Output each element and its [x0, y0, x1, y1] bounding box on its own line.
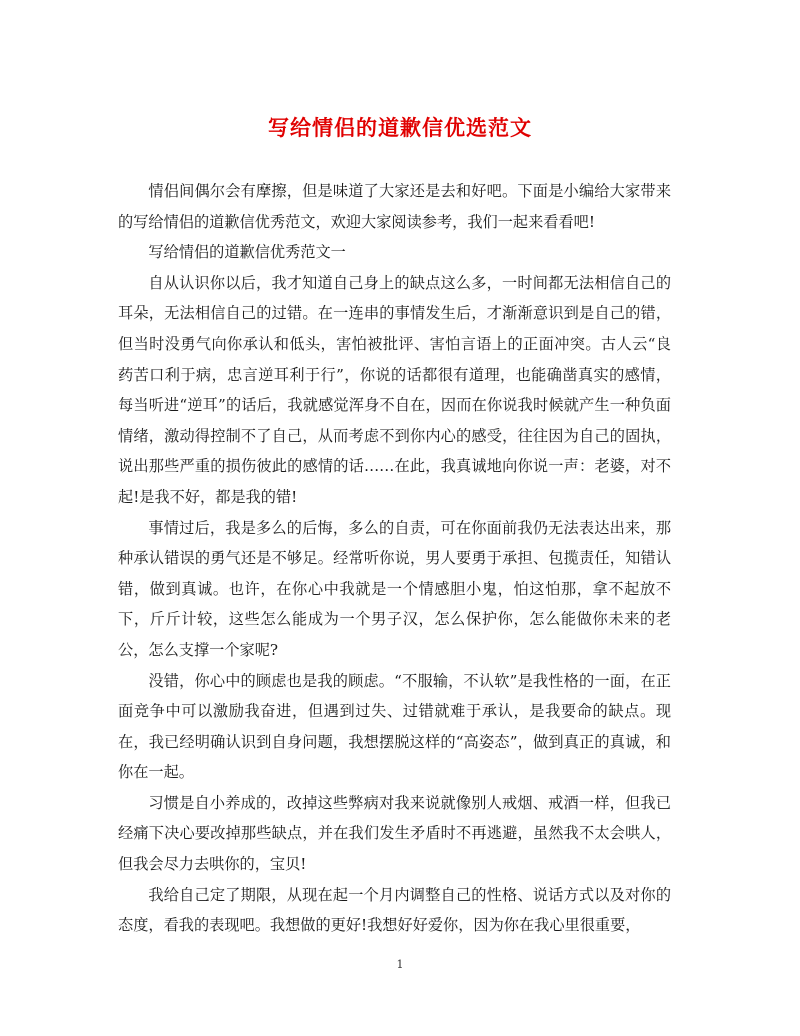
document-body [118, 176, 671, 941]
paragraph-intro: 情侣间偶尔会有摩擦，但是味道了大家还是去和好吧。下面是小编给大家带来的写给情侣的道歉信优秀范文，欢迎大家阅读参考，我们一起来看看吧! [118, 182, 671, 231]
section-heading: 写给情侣的道歉信优秀范文一 [148, 243, 346, 262]
paragraph: 自从认识你以后，我才知道自己身上的缺点这么多，一时间都无法相信自己的耳朵，无法相信自己的过错。在一连串的事情发生后，才渐渐意识到是自己的错，但当时没勇气向你承认和低头，害怕被批评、害怕言语上的正面冲突。古人云“良药苦口利于病，忠言逆耳利于行”，你说的话都很有道理，也能确凿真实的感情，每当听进“逆耳”的话后，我就感觉浑身不自在，因而在你说我时候就产生一种负面情绪，激动得控制不了自己，从而考虑不到你内心的感受，往往因为自己的固执，说出那些严重的损伤彼此的感情的话……在此，我真诚地向你说一声：老婆，对不起!是我不好，都是我的错! [118, 273, 671, 506]
paragraph: 我给自己定了期限，从现在起一个月内调整自己的性格、说话方式以及对你的态度，看我的表现吧。我想做的更好!我想好好爱你，因为你在我心里很重要， [118, 885, 671, 935]
paragraph: 事情过后，我是多么的后悔，多么的自责，可在你面前我仍无法表达出来，那种承认错误的勇气还是不够足。经常听你说，男人要勇于承担、包揽责任，知错认错，做到真诚。也许，在你心中我就是一个情感胆小鬼，怕这怕那，拿不起放不下，斤斤计较，这些怎么能成为一个男子汉，怎么保护你，怎么能做你未来的老公，怎么支撑一个家呢? [118, 518, 671, 659]
paragraph: 习惯是自小养成的，改掉这些弊病对我来说就像别人戒烟、戒酒一样，但我已经痛下决心要改掉那些缺点，并在我们发生矛盾时不再逃避，虽然我不太会哄人，但我会尽力去哄你的，宝贝! [118, 793, 671, 874]
document-title: 写给情侣的道歉信优选范文 [268, 115, 532, 140]
page-number: 1 [396, 958, 404, 971]
paragraph: 没错，你心中的顾虑也是我的顾虑。“不服输，不认软”是我性格的一面，在正面竞争中可以激励我奋进，但遇到过失、过错就难于承认，是我要命的缺点。现在，我已经明确认识到自身问题，我想摆脱这样的“高姿态”，做到真正的真诚，和你在一起。 [118, 671, 671, 782]
